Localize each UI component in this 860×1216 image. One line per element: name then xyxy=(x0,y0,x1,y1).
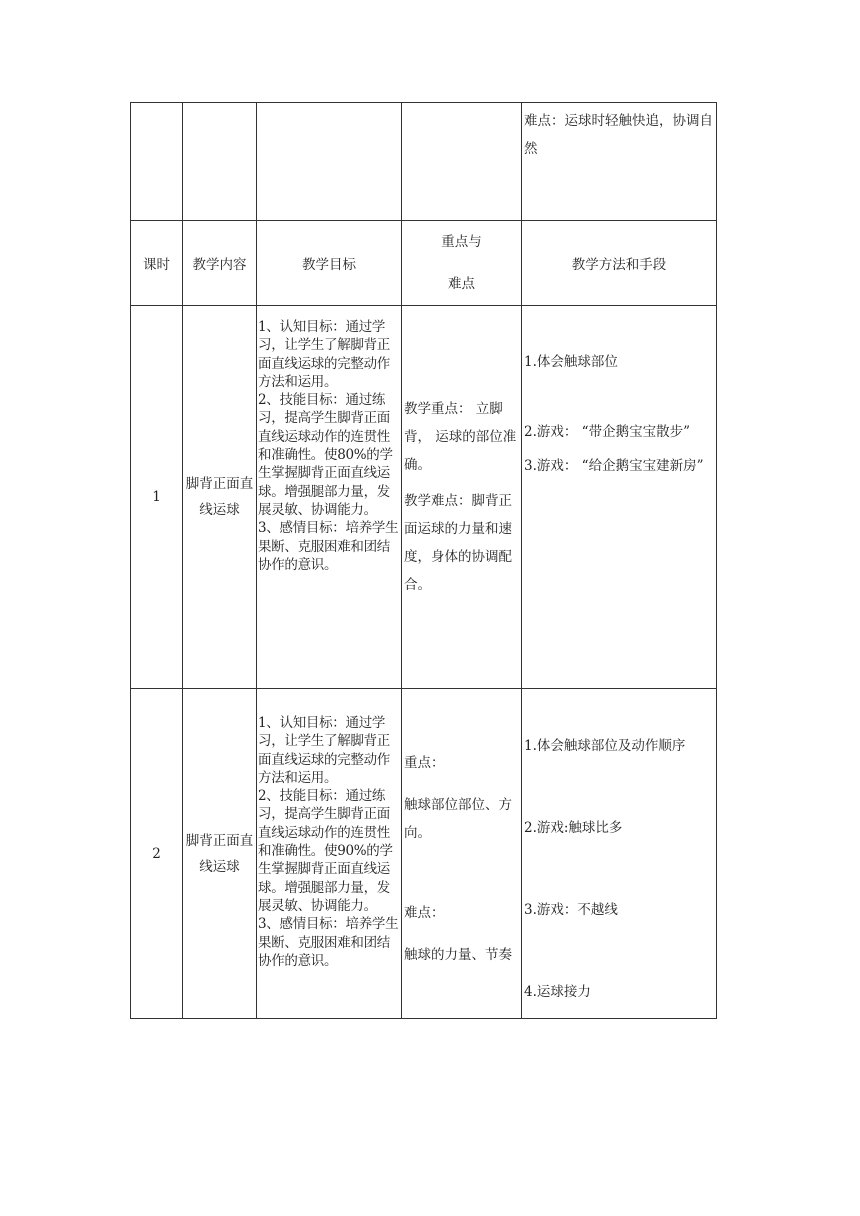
key-point-line: 教学重点： 立脚背， 运球的部位准确。 xyxy=(404,401,517,473)
content-cell: 脚背正面直线运球 xyxy=(183,306,257,689)
key-point-line: 重点： xyxy=(404,755,445,771)
objective-line: 1、认知目标：通过学习，让学生了解脚背正面直线运球的完整动作方法和运用。 xyxy=(258,319,390,390)
header-key-points-line: 难点 xyxy=(448,276,475,292)
method-line: 1.体会触球部位 xyxy=(524,354,618,370)
key-point-line: 教学难点：脚背正面运球的力量和速度，身体的协调配合。 xyxy=(404,493,512,593)
cell-empty xyxy=(257,103,402,221)
methods-cell xyxy=(522,306,717,689)
objective-line: 1、认知目标：通过学习，让学生了解脚背正面直线运球的完整动作方法和运用。 xyxy=(258,715,390,786)
key-point-line: 触球部位部位、方向。 xyxy=(404,797,512,841)
key-points-cell xyxy=(402,306,522,689)
method-line: 4.运球接力 xyxy=(524,984,591,1000)
cell-empty xyxy=(131,103,183,221)
period-cell: 1 xyxy=(131,306,183,689)
content-cell: 脚背正面直线运球 xyxy=(183,689,257,1019)
table-row xyxy=(131,306,717,689)
method-line: 2.游戏： “带企鹅宝宝散步” xyxy=(524,424,690,440)
objective-cell xyxy=(257,306,402,689)
objective-line: 2、技能目标：通过练习，提高学生脚背正面直线运球动作的连贯性和准确性。使80%的学生掌握脚背正面直线运球。增强腿部力量，发展灵敏、协调能力。 xyxy=(258,392,393,518)
continuation-methods-cell xyxy=(522,103,717,221)
table-header-row xyxy=(131,221,717,306)
objective-line: 3、感情目标：培养学生果断、克服困难和团结协作的意识。 xyxy=(258,520,399,573)
method-line: 3.游戏： “给企鹅宝宝建新房” xyxy=(524,458,704,474)
continuation-methods-text: 难点：运球时轻触快追，协调自然 xyxy=(524,113,713,157)
key-point-line: 难点： xyxy=(404,905,445,921)
method-line: 2.游戏:触球比多 xyxy=(524,820,623,836)
method-line: 1.体会触球部位及动作顺序 xyxy=(524,738,686,754)
header-key-points-line: 重点与 xyxy=(441,234,482,250)
objective-line: 2、技能目标：通过练习，提高学生脚背正面直线运球动作的连贯性和准确性。使90%的学生掌握脚背正面直线运球。增强腿部力量，发展灵敏、协调能力。 xyxy=(258,788,393,914)
table-row-continuation xyxy=(131,103,717,221)
header-period: 课时 xyxy=(131,221,183,306)
key-point-spacer xyxy=(404,847,519,899)
lesson-plan-table xyxy=(130,102,717,1019)
key-point-line: 触球的力量、节奏 xyxy=(404,947,512,963)
header-content: 教学内容 xyxy=(183,221,257,306)
cell-empty xyxy=(183,103,257,221)
header-methods: 教学方法和手段 xyxy=(522,221,717,306)
period-cell: 2 xyxy=(131,689,183,1019)
cell-empty xyxy=(402,103,522,221)
header-objective: 教学目标 xyxy=(257,221,402,306)
methods-cell xyxy=(522,689,717,1019)
table-row xyxy=(131,689,717,1019)
header-key-points xyxy=(402,221,522,306)
key-points-cell xyxy=(402,689,522,1019)
objective-cell xyxy=(257,689,402,1019)
method-line: 3.游戏：不越线 xyxy=(524,902,618,918)
objective-line: 3、感情目标：培养学生果断、克服困难和团结协作的意识。 xyxy=(258,916,399,969)
